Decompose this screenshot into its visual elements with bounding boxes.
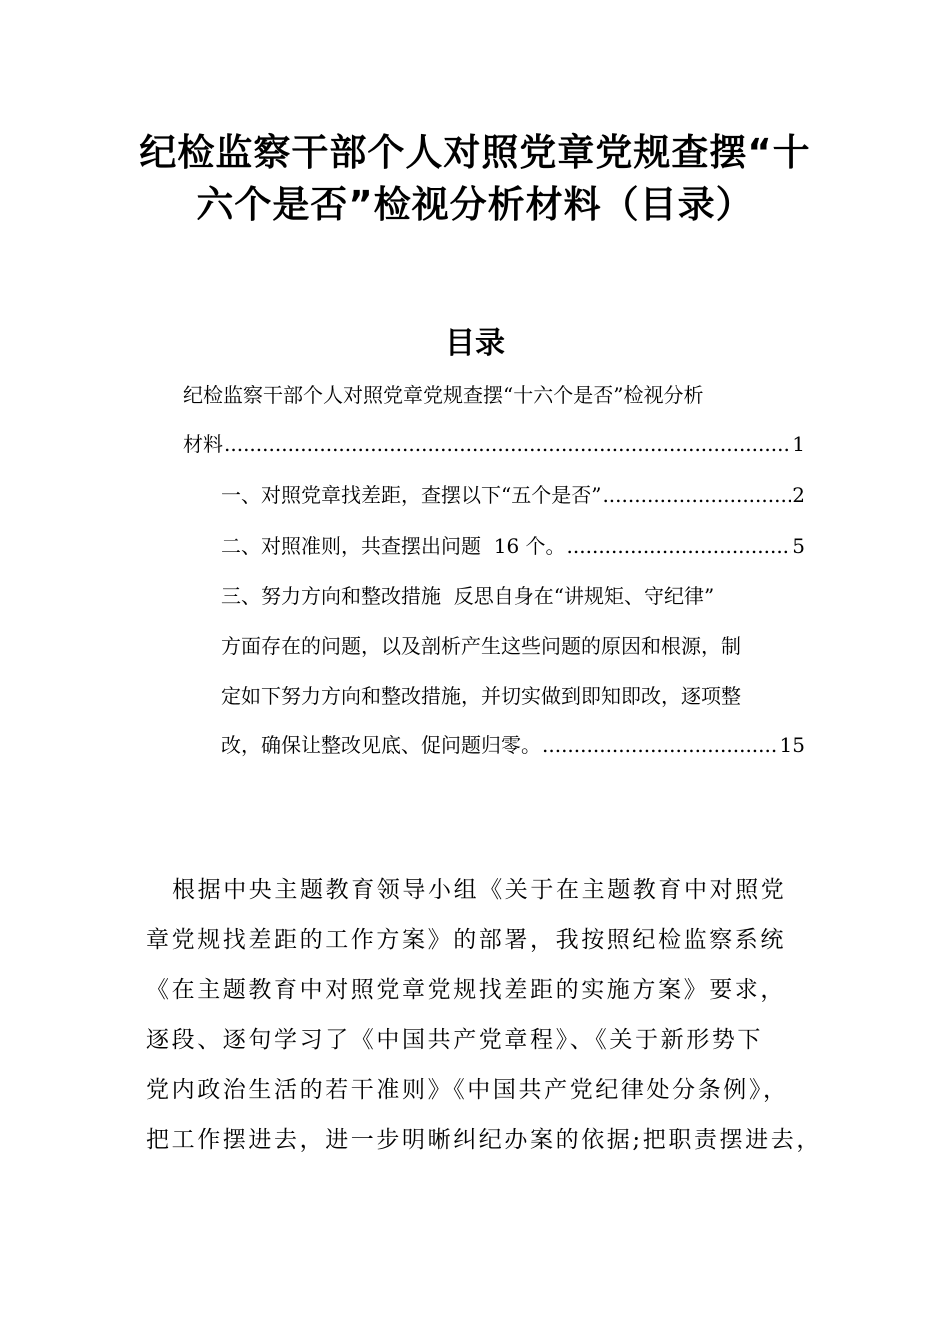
toc-entry-1-line-1[interactable]: 纪检监察干部个人对照党章党规查摆“十六个是否”检视分析 [183,383,704,407]
toc-entry-4[interactable] [221,731,805,759]
body-line-1: 根据中央主题教育领导小组《关于在主题教育中对照党 [172,877,787,903]
toc-entry-4-page: 15 [779,733,805,757]
toc-leader-dots [224,430,791,458]
toc-entry-3-text: 二、对照准则，共查摆出问题 16 个。 [221,534,566,558]
body-line-5: 党内政治生活的若干准则》《中国共产党纪律处分条例》， [146,1077,789,1103]
body-line-3: 《在主题教育中对照党章党规找差距的实施方案》要求， [146,977,786,1003]
toc-entry-4-line-1[interactable]: 三、努力方向和整改措施 反思自身在“讲规矩、守纪律” [221,584,715,608]
toc-entry-2[interactable] [221,481,805,509]
toc-entry-1-text: 材料 [183,432,223,456]
toc-entry-4-line-2[interactable]: 方面存在的问题，以及剖析产生这些问题的原因和根源，制 [221,634,741,658]
toc-entry-2-text: 一、对照党章找差距，查摆以下“五个是否” [221,483,602,507]
toc-leader-dots [542,731,779,759]
toc-entry-1-page: 1 [792,432,805,456]
body-line-6: 把工作摆进去，进一步明晰纠纪办案的依据;把职责摆进去， [146,1127,822,1153]
toc-leader-dots [602,481,791,509]
toc-heading: 目录 [445,326,505,361]
toc-entry-4-text: 改，确保让整改见底、促问题归零。 [221,733,541,757]
body-line-2: 章党规找差距的工作方案》的部署，我按照纪检监察系统 [146,927,786,953]
document-title-line-2: 六个是否”检视分析材料（目录） [196,183,754,226]
body-line-4: 逐段、逐句学习了《中国共产党章程》、《关于新形势下 [146,1027,763,1053]
toc-entry-2-page: 2 [792,483,805,507]
toc-entry-3-page: 5 [792,534,805,558]
toc-entry-1[interactable] [183,430,805,458]
document-title-line-1: 纪检监察干部个人对照党章党规查摆“十 [139,131,811,174]
toc-leader-dots [567,532,792,560]
toc-entry-3[interactable] [221,532,805,560]
toc-entry-4-line-3[interactable]: 定如下努力方向和整改措施，并切实做到即知即改，逐项整 [221,684,741,708]
